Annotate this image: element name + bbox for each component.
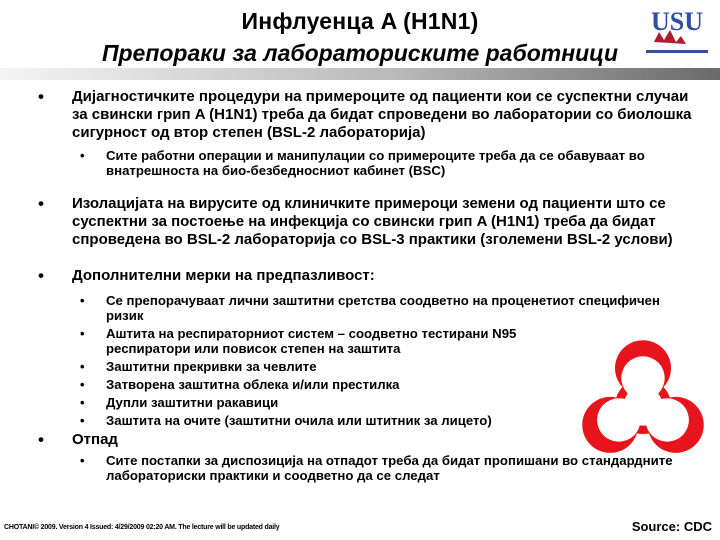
bullet-virus-isolation: • Изолацијата на вирусите од клиничките примероци земени од пациенти што се суспектни за постоење на инфекција со свински грип A (H1N1) треба да бидат спроведена во BSL-2 лабораторија со BSL-3 практики (зголемени BSL-2 услови) bbox=[30, 195, 700, 249]
biohazard-icon bbox=[572, 336, 714, 476]
bullet-waste: • Отпад bbox=[30, 431, 700, 449]
subbullet-waste-disposal: • Сите постапки за диспозиција на отпадот треба да бидат пропишани во стандардните лабораториски практики и соодветно да се следат bbox=[30, 453, 700, 483]
slide-subtitle: Препораки за лабораториските работници bbox=[101, 40, 619, 66]
subbullet-protective-clothing: • Затворена заштитна облека и/или престилка bbox=[30, 377, 700, 392]
subbullet-eye-protection: • Заштита на очите (заштитни очила или штитник за лицето) bbox=[30, 413, 700, 428]
slide-title: Инфлуенца A (H1N1) bbox=[241, 8, 479, 34]
subbullet-bsc-cabinet: • Сите работни операции и манипулации со примероците треба да се обавуваат во внатрешноста на био-безбедносниот кабинет (BSC) bbox=[30, 148, 700, 178]
footer-copyright: CHOTANI© 2009. Version 4 Issued: 4/29/2009 02:20 AM. The lecture will be updated daily bbox=[4, 524, 280, 531]
bullet-additional-precautions: • Дополнителни мерки на предпазливост: bbox=[30, 267, 700, 285]
title-divider bbox=[0, 68, 720, 80]
bullet-diagnostic-procedures: • Дијагностичките процедури на примероците од пациенти кои се суспектни случаи за свински грип A (H1N1) треба да бидат спроведени во лаборатории со биолошка сигурност од втор степен (BSL-2 лабораторија) bbox=[30, 88, 700, 142]
subbullet-ppe: • Се препорачуваат лични заштитни сретства соодветно на проценетиот специфичен ризик bbox=[30, 293, 700, 323]
usu-logo bbox=[640, 2, 714, 66]
subbullet-respiratory: • Аштита на респираторниот систем – соодветно тестирани N95 респиратори или повисок степен на заштита bbox=[30, 326, 700, 356]
footer-source: Source: CDC bbox=[631, 519, 712, 534]
subbullet-double-gloves: • Дупли заштитни ракавици bbox=[30, 395, 700, 410]
logo-text: USU bbox=[650, 7, 704, 36]
subbullet-shoe-covers: • Заштитни прекривки за чевлите bbox=[30, 359, 700, 374]
